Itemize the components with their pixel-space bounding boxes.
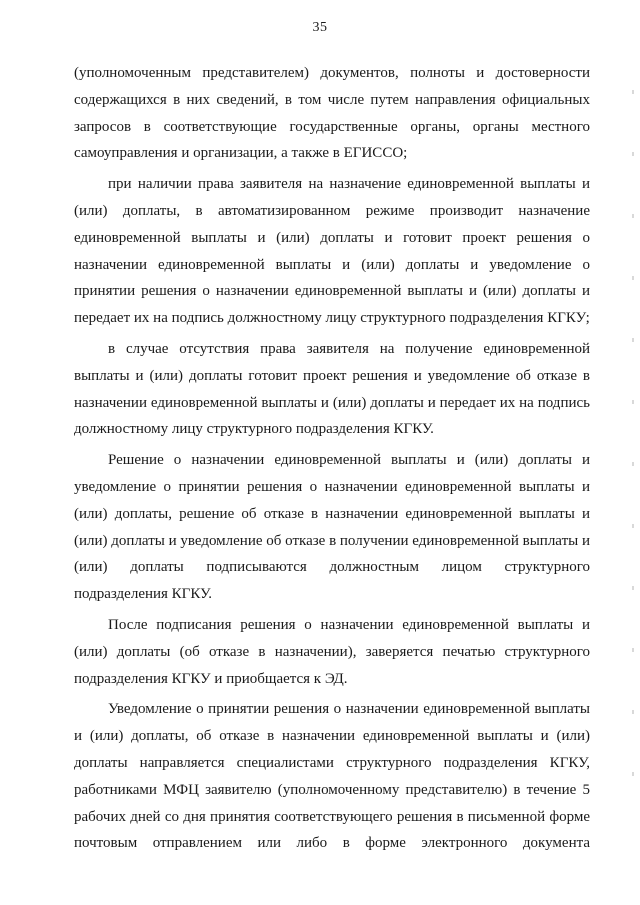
paragraph-decision-signing: Решение о назначении единовременной выплаты и (или) доплаты и уведомление о принятии решения о назначении единовременной выплаты и (или) доплаты, решение об отказе в назначении единовременной выплаты и (или) доплаты и уведомление об отказе в получении единовременной выплаты и (или) доплаты подписываются должностным лицом структурного подразделения КГКУ.	[74, 452, 590, 603]
page-number: 35	[312, 20, 328, 35]
scan-edge-marks	[632, 60, 634, 820]
paragraph-after-signing: После подписания решения о назначении единовременной выплаты и (или) доплаты (об отказе в назначении), заверяется печатью структурного подразделения КГКУ и приобщается к ЭД.	[74, 616, 590, 687]
paragraph-notification: Уведомление о принятии решения о назначении единовременной выплаты и (или) доплаты, об отказе в назначении единовременной выплаты и (или) доплаты направляется специалистами структурного подразделения КГКУ, работниками МФЦ заявителю (уполномоченному представителю) в течение 5 рабочих дней со дня принятия соответствующего решения в письменной форме почтовым отправлением или либо в форме электронного документа	[74, 701, 590, 852]
paragraph-right-present: при наличии права заявителя на назначение единовременной выплаты и (или) доплаты, в автоматизированном режиме производит назначение единовременной выплаты и (или) доплаты и готовит проект решения о назначении единовременной выплаты и (или) доплаты и уведомление о принятии решения о назначении единовременной выплаты и (или) доплаты и передает их на подпись должностному лицу структурного подразделения КГКУ;	[74, 176, 590, 327]
paragraph-right-absent: в случае отсутствия права заявителя на получение единовременной выплаты и (или) доплаты готовит проект решения и уведомление об отказе в назначении единовременной выплаты и (или) доплаты и передает их на подпись должностному лицу структурного подразделения КГКУ.	[74, 340, 590, 438]
paragraph-continuation: (уполномоченным представителем) документов, полноты и достоверности содержащихся в них сведений, в том числе путем направления официальных запросов в соответствующие государственные органы, органы местного самоуправления и организации, а также в ЕГИССО;	[74, 65, 590, 162]
body-text	[74, 60, 590, 857]
